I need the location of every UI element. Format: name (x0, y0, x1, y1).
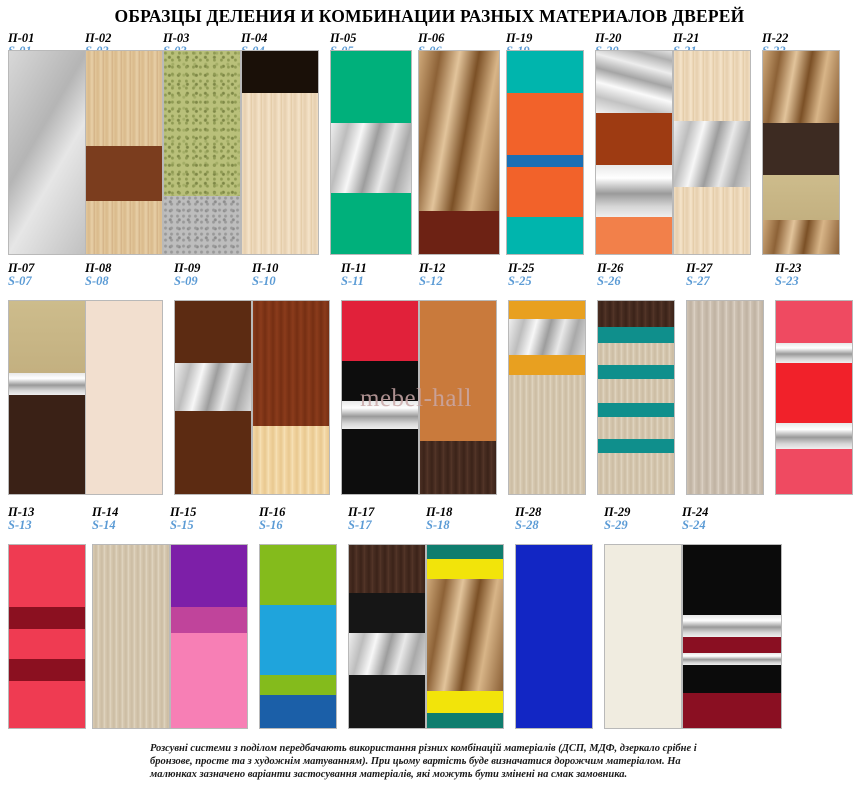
sample-label (170, 506, 196, 532)
door-segment (427, 691, 503, 713)
door-segment (331, 193, 411, 255)
sample-code-p: П-16 (259, 505, 286, 519)
door-segment (349, 633, 425, 675)
door-sample[interactable] (259, 544, 337, 729)
door-segment (507, 51, 583, 93)
door-segment (687, 301, 763, 495)
door-segment (260, 675, 336, 695)
door-segment (171, 607, 247, 633)
door-segment (674, 121, 750, 187)
door-segment (171, 545, 247, 607)
sample-code-s: S-17 (348, 518, 372, 532)
sample-code-p: П-25 (508, 261, 535, 275)
sample-code-p: П-07 (8, 261, 35, 275)
door-segment (507, 155, 583, 167)
door-segment (598, 327, 674, 343)
door-segment (776, 363, 852, 423)
door-sample[interactable] (506, 50, 584, 255)
door-segment (598, 343, 674, 365)
door-sample[interactable] (418, 50, 500, 255)
door-segment (509, 375, 585, 495)
door-segment (683, 693, 781, 729)
sample-code-s: S-09 (174, 274, 198, 288)
sample-code-s: S-27 (686, 274, 710, 288)
door-segment (683, 653, 781, 665)
sample-code-p: П-01 (8, 31, 35, 45)
sample-code-p: П-17 (348, 505, 375, 519)
door-sample[interactable] (8, 544, 86, 729)
sample-label (174, 262, 200, 288)
door-segment (598, 301, 674, 327)
door-segment (9, 607, 85, 629)
door-segment (683, 615, 781, 637)
door-sample[interactable] (595, 50, 673, 255)
door-segment (175, 301, 251, 363)
door-segment (596, 165, 672, 217)
door-sample[interactable] (673, 50, 751, 255)
sample-label (348, 506, 374, 532)
door-segment (175, 363, 251, 411)
door-segment (776, 449, 852, 495)
sample-label (92, 506, 118, 532)
door-sample[interactable] (174, 300, 252, 495)
sample-code-p: П-08 (85, 261, 112, 275)
sample-label (604, 506, 630, 532)
door-segment (509, 301, 585, 319)
door-segment (516, 545, 592, 729)
door-sample[interactable] (8, 300, 86, 495)
door-segment (164, 196, 240, 255)
door-segment (86, 146, 162, 201)
door-segment (776, 423, 852, 449)
door-segment (164, 51, 240, 196)
sample-code-s: S-15 (170, 518, 194, 532)
sample-label (85, 262, 111, 288)
watermark: mebel-hall (360, 385, 472, 412)
door-segment (9, 659, 85, 681)
sample-code-p: П-09 (174, 261, 201, 275)
sample-code-p: П-29 (604, 505, 631, 519)
door-segment (419, 51, 499, 211)
door-segment (674, 187, 750, 255)
door-sample[interactable] (170, 544, 248, 729)
door-segment (427, 545, 503, 559)
sample-code-p: П-18 (426, 505, 453, 519)
sample-label (419, 262, 445, 288)
sample-label (259, 506, 285, 532)
sample-code-p: П-23 (775, 261, 802, 275)
door-sample[interactable] (85, 300, 163, 495)
door-sample[interactable] (241, 50, 319, 255)
door-segment (427, 713, 503, 729)
door-segment (253, 301, 329, 426)
door-segment (596, 51, 672, 113)
sample-code-s: S-18 (426, 518, 450, 532)
door-segment (605, 545, 681, 729)
sample-code-p: П-22 (762, 31, 789, 45)
door-segment (427, 559, 503, 579)
door-sample[interactable] (686, 300, 764, 495)
door-segment (509, 355, 585, 375)
door-segment (509, 319, 585, 355)
door-segment (331, 51, 411, 123)
door-segment (596, 217, 672, 255)
sample-code-s: S-24 (682, 518, 706, 532)
sample-code-p: П-11 (341, 261, 367, 275)
door-segment (420, 301, 496, 441)
door-segment (349, 545, 425, 593)
door-segment (763, 51, 839, 123)
door-segment (507, 167, 583, 217)
sample-code-p: П-21 (673, 31, 700, 45)
door-sample[interactable] (597, 300, 675, 495)
sample-label (686, 262, 712, 288)
door-segment (342, 301, 418, 361)
door-segment (683, 665, 781, 693)
sample-code-p: П-20 (595, 31, 622, 45)
door-segment (349, 675, 425, 729)
door-segment (598, 403, 674, 417)
door-sample[interactable] (92, 544, 170, 729)
door-segment (86, 301, 162, 495)
sample-code-p: П-10 (252, 261, 279, 275)
door-segment (427, 579, 503, 691)
door-segment (242, 93, 318, 255)
door-segment (763, 123, 839, 175)
door-segment (349, 593, 425, 633)
door-sample[interactable] (348, 544, 426, 729)
sample-label (682, 506, 708, 532)
door-segment (596, 113, 672, 165)
door-sample[interactable] (775, 300, 853, 495)
door-segment (598, 417, 674, 439)
door-sample[interactable] (762, 50, 840, 255)
door-segment (776, 301, 852, 343)
sample-code-p: П-28 (515, 505, 542, 519)
door-segment (86, 201, 162, 255)
sample-code-s: S-13 (8, 518, 32, 532)
door-segment (9, 395, 85, 495)
door-segment (175, 411, 251, 495)
page-title: ОБРАЗЦЫ ДЕЛЕНИЯ И КОМБИНАЦИИ РАЗНЫХ МАТЕРИАЛОВ ДВЕРЕЙ (114, 6, 745, 26)
sample-code-s: S-23 (775, 274, 799, 288)
sample-label (8, 506, 34, 532)
door-segment (674, 51, 750, 121)
door-segment (507, 93, 583, 155)
sample-code-p: П-04 (241, 31, 268, 45)
door-segment (260, 695, 336, 729)
door-segment (260, 605, 336, 675)
door-segment (9, 301, 85, 373)
sample-code-s: S-07 (8, 274, 32, 288)
door-segment (683, 637, 781, 653)
sample-code-p: П-03 (163, 31, 190, 45)
door-segment (9, 373, 85, 395)
sample-label (252, 262, 278, 288)
sample-code-s: S-29 (604, 518, 628, 532)
door-segment (776, 343, 852, 363)
door-segment (9, 545, 85, 607)
door-segment (9, 681, 85, 729)
door-sample[interactable] (604, 544, 682, 729)
sample-label (515, 506, 541, 532)
door-segment (242, 51, 318, 93)
door-sample[interactable] (85, 50, 163, 255)
sample-code-p: П-15 (170, 505, 197, 519)
sample-code-p: П-06 (418, 31, 445, 45)
door-segment (253, 426, 329, 495)
sample-code-p: П-14 (92, 505, 119, 519)
door-sample[interactable] (8, 50, 86, 255)
sample-code-p: П-12 (419, 261, 446, 275)
sample-code-s: S-25 (508, 274, 532, 288)
sample-label (8, 262, 34, 288)
door-segment (419, 211, 499, 255)
door-segment (683, 545, 781, 615)
door-segment (598, 439, 674, 453)
sample-code-p: П-05 (330, 31, 357, 45)
sample-label (508, 262, 534, 288)
door-segment (171, 633, 247, 729)
sample-code-p: П-02 (85, 31, 112, 45)
door-segment (763, 175, 839, 220)
door-sample[interactable] (252, 300, 330, 495)
door-segment (9, 51, 85, 255)
door-segment (86, 51, 162, 146)
door-segment (420, 441, 496, 495)
door-segment (598, 453, 674, 495)
door-segment (260, 545, 336, 605)
sample-label (775, 262, 801, 288)
door-segment (331, 123, 411, 193)
sample-code-s: S-11 (341, 274, 364, 288)
sample-code-s: S-12 (419, 274, 443, 288)
door-segment (598, 379, 674, 403)
sample-code-s: S-16 (259, 518, 283, 532)
sample-code-p: П-27 (686, 261, 713, 275)
door-sample[interactable] (515, 544, 593, 729)
sample-label (597, 262, 623, 288)
door-segment (9, 629, 85, 659)
door-segment (507, 217, 583, 255)
sample-code-p: П-13 (8, 505, 35, 519)
sample-code-p: П-24 (682, 505, 709, 519)
sample-label (341, 262, 367, 288)
sample-code-s: S-10 (252, 274, 276, 288)
sample-code-p: П-26 (597, 261, 624, 275)
door-segment (93, 545, 169, 729)
sample-code-s: S-14 (92, 518, 116, 532)
door-sample[interactable] (163, 50, 241, 255)
sample-code-s: S-26 (597, 274, 621, 288)
door-segment (598, 365, 674, 379)
sample-code-p: П-19 (506, 31, 533, 45)
door-sample[interactable] (682, 544, 782, 729)
door-sample[interactable] (426, 544, 504, 729)
sample-label (426, 506, 452, 532)
door-sample[interactable] (508, 300, 586, 495)
door-sample[interactable] (330, 50, 412, 255)
door-segment (763, 220, 839, 255)
sample-code-s: S-08 (85, 274, 109, 288)
footnote-text: Розсувні системи з поділом передбачають використання різних комбінацій матеріалів (ДСП, МДФ, дзеркало срібне і бронзове, просте та з художнім матуванням). При цьому вартість буде визначатися дорожчим матеріалом. На малюнках зазначено варіанти застосування матеріалів, які можуть бути змінені на смак замовника. (150, 743, 697, 780)
door-segment (342, 429, 418, 495)
sample-code-s: S-28 (515, 518, 539, 532)
